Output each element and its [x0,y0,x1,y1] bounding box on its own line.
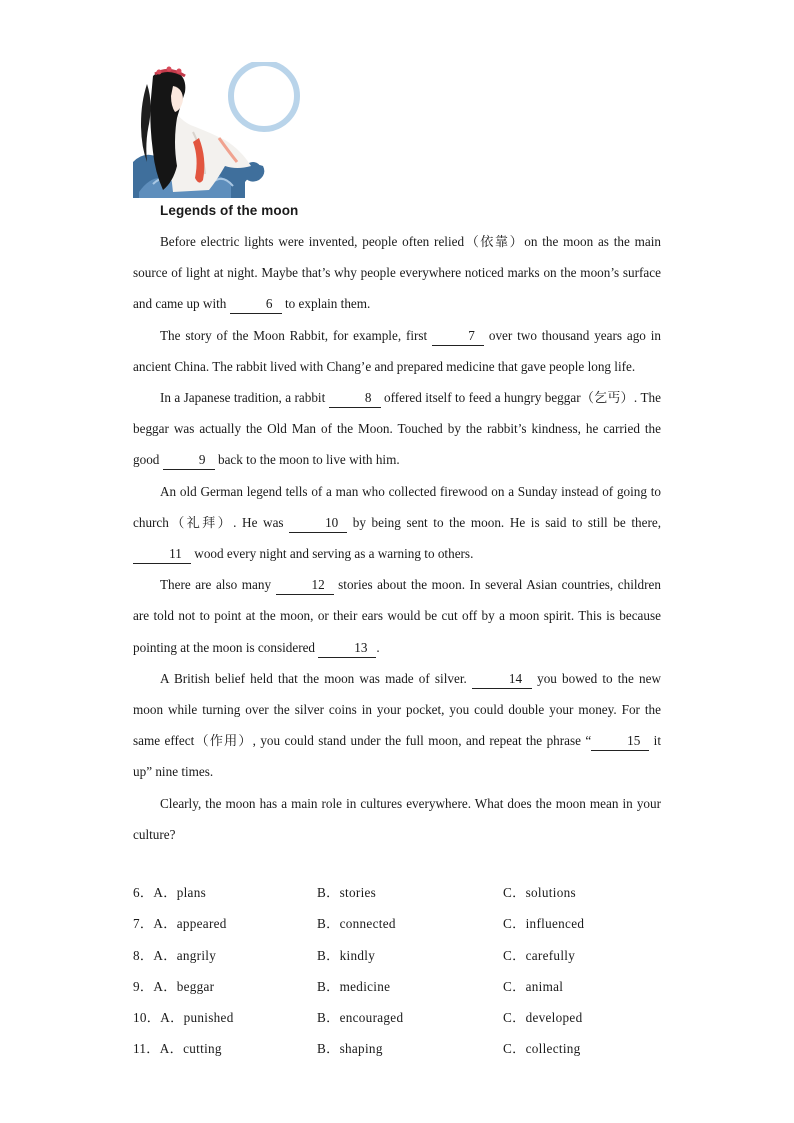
blank-10: 10 [289,514,347,533]
option-b: B．stories [317,885,377,900]
paragraph [133,569,661,663]
paragraph-text: it up” nine times. [133,733,662,780]
option-a: 11．A．cutting [133,1041,222,1057]
option-a: 8．A．angrily [133,947,217,963]
blank-7: 7 [432,327,484,346]
passage-title: Legends of the moon [160,203,299,218]
passage-body [133,226,661,850]
question-8-options [133,945,693,976]
option-a: 10．A．punished [133,1010,234,1026]
paragraph-text: In a Japanese tradition, a rabbit [160,390,329,406]
blank-14: 14 [472,670,532,689]
paragraph-text: . [376,639,380,655]
blank-13: 13 [318,639,376,658]
paragraph-text: wood every night and serving as a warning to others. [191,546,474,562]
paragraph-text: stories about the moon. In several Asian countries, children are told not to point at the moon, or their ears would be cut off by a moon spirit. This is because pointing at the moon is considered [133,577,661,655]
option-a: 7．A．appeared [133,916,227,932]
paragraph [133,476,661,570]
question-11-options [133,1038,693,1069]
option-b: B．shaping [317,1041,383,1057]
question-6-options [133,882,693,913]
paragraph [133,382,661,476]
paragraph-text: you bowed to the new moon while turning over the silver coins in your pocket, you could double your money. For the same effect（作用）, you could stand under the full moon, and repeat the phrase “ [133,670,661,749]
paragraph [133,320,661,382]
option-c: C．influenced [503,916,585,932]
blank-8: 8 [329,389,381,408]
answer-options [133,882,693,1070]
question-10-options [133,1007,693,1038]
paragraph-text: back to the moon to live with him. [214,452,400,468]
option-b: B．encouraged [317,1010,404,1026]
option-b: B．medicine [317,978,391,994]
option-c: C．developed [503,1010,583,1026]
paragraph [133,663,661,788]
option-c: C．animal [503,978,564,994]
paragraph-text: There are also many [160,577,276,593]
option-b: B．kindly [317,947,376,963]
paragraph-text: by being sent to the moon. He is said to still be there, [347,514,661,530]
paragraph-text: over two thousand years ago in ancient China. The rabbit lived with Chang’e and prepared medicine that gave people long life. [133,327,661,374]
option-c: C．collecting [503,1041,581,1057]
option-b: B．connected [317,916,396,932]
change-moon-illustration [133,62,308,198]
blank-12: 12 [276,576,334,595]
blank-11: 11 [133,545,191,564]
option-a: 9．A．beggar [133,978,215,994]
option-a: 6．A．plans [133,885,207,900]
question-7-options [133,913,693,944]
option-c: C．solutions [503,885,576,900]
paragraph-text: A British belief held that the moon was made of silver. [160,670,472,686]
blank-15: 15 [591,732,649,751]
blank-9: 9 [163,451,215,470]
paragraph-text: Before electric lights were invented, people often relied（依靠）on the moon as the main source of light at night. Maybe that’s why people everywhere noticed marks on the moon’s surface and came up with [133,234,661,312]
paragraph-text: The story of the Moon Rabbit, for example, first [160,327,433,343]
paragraph-text: An old German legend tells of a man who collected firewood on a Sunday instead of going to church（礼拜）. He was [133,483,661,530]
paragraph [133,226,661,320]
paragraph-text: to explain them. [281,296,371,312]
option-c: C．carefully [503,947,576,963]
question-9-options [133,976,693,1007]
blank-6: 6 [230,295,282,314]
paragraph-text: Clearly, the moon has a main role in cultures everywhere. What does the moon mean in your culture? [133,795,661,842]
paragraph [133,788,661,850]
paragraph-text: offered itself to feed a hungry beggar（乞丐）. The beggar was actually the Old Man of the Moon. Touched by the rabbit’s kindness, he carried the good [133,390,662,468]
